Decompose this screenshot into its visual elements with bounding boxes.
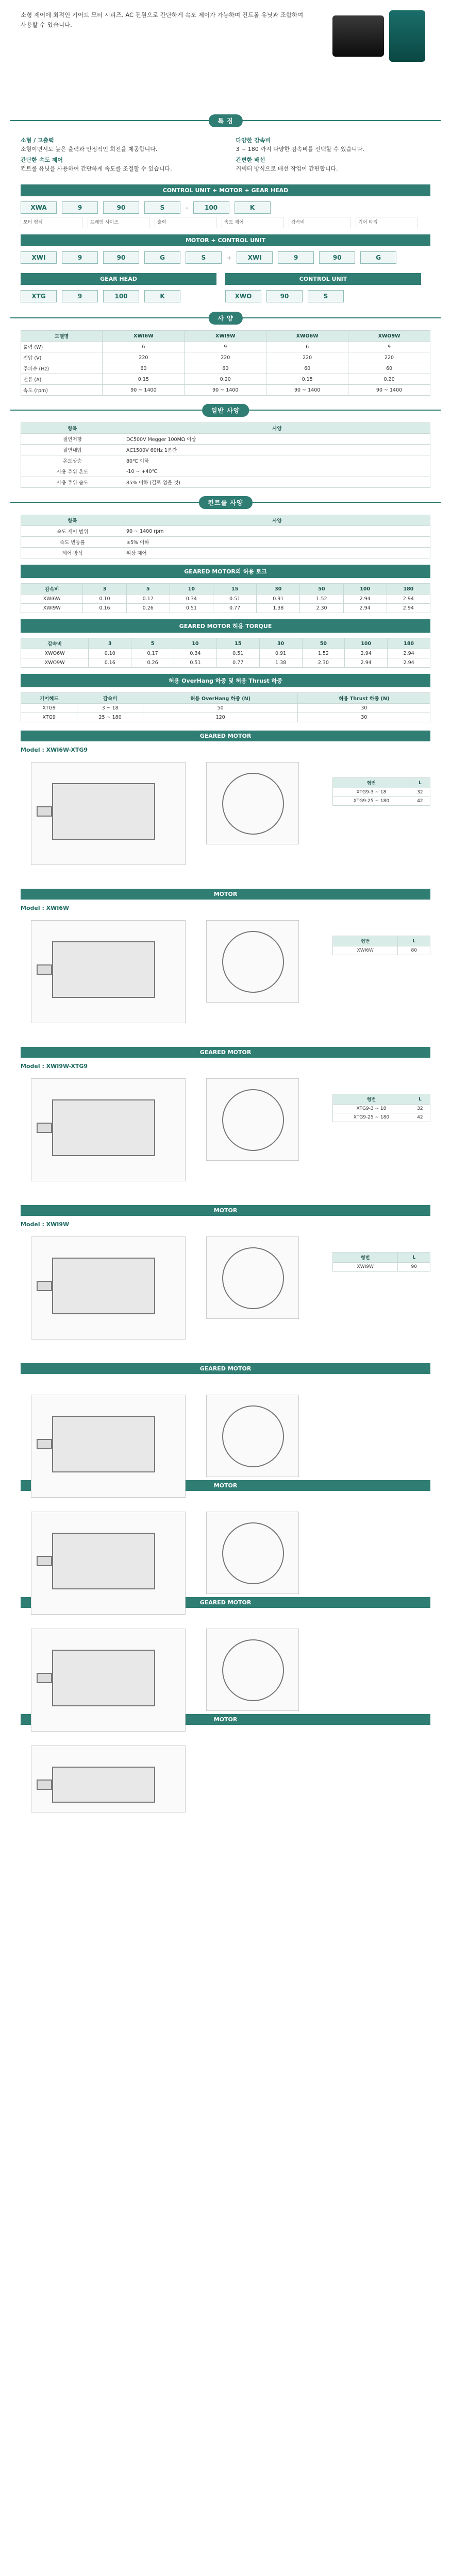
- dim-model-label: Model : XWI6W-XTG9: [21, 747, 88, 754]
- table-row: XTG9 3 ~ 18 50 30: [21, 704, 430, 713]
- legend-cell: 모터 형식: [21, 217, 82, 228]
- dim-model-label: Model : XWI9W: [21, 1221, 70, 1228]
- table-row: XWI6W 0.10 0.17 0.34 0.51 0.91 1.52 2.94 2.94: [21, 595, 430, 604]
- dim-side-view: [206, 1629, 299, 1711]
- table-row: 제어 방식 위상 제어: [21, 548, 430, 558]
- section-label: 일반 사양: [202, 404, 249, 417]
- legend-cell: 기어 타입: [356, 217, 417, 228]
- feature-title: 간편한 배선: [236, 157, 265, 164]
- dim-model-label: Model : XWI9W-XTG9: [21, 1063, 88, 1070]
- table-row: 사용 주위 습도 85% 이하 (결로 없을 것): [21, 477, 430, 488]
- feature-title: 간단한 속도 제어: [21, 157, 63, 164]
- code-title-gear: GEAR HEAD: [21, 273, 216, 285]
- intro: [0, 0, 451, 108]
- dimension-block: [21, 1613, 430, 1706]
- table-row: 절연저항 DC500V Megger 100MΩ 이상: [21, 434, 430, 445]
- model-code-row: [0, 290, 225, 302]
- dim-side-view: [206, 1395, 299, 1477]
- feature-text: 커넥터 방식으로 배선 작업이 간편합니다.: [236, 165, 338, 173]
- dim-title-geared-motor-d: GEARED MOTOR: [21, 1597, 430, 1608]
- section-heading-features: [0, 111, 451, 130]
- table-row: XTG9 25 ~ 180 120 30: [21, 713, 430, 722]
- table-header: 항목: [21, 423, 124, 434]
- code-box: XTG: [21, 290, 57, 302]
- table-row: 출력 (W) 6 9 6 9: [21, 342, 430, 352]
- dimension-block: [21, 905, 430, 1039]
- code-box: S: [186, 251, 222, 264]
- dimension-block: [21, 1730, 430, 1812]
- dim-drawing: [31, 762, 186, 865]
- dim-mini-table: 형번 L XWI9W 90: [332, 1252, 430, 1272]
- code-box: G: [144, 251, 180, 264]
- general-table: [21, 422, 430, 488]
- table-row: XWI9W 0.16 0.26 0.51 0.77 1.38 2.30 2.94 2.94: [21, 604, 430, 613]
- code-box: 9: [278, 251, 314, 264]
- dim-side-view: [206, 1512, 299, 1594]
- dimension-block: [21, 747, 430, 880]
- code-box: 100: [103, 290, 139, 302]
- code-box: XWI: [237, 251, 273, 264]
- control-table: [21, 515, 430, 558]
- dim-drawing: [31, 920, 186, 1023]
- section-heading-control: [0, 493, 451, 512]
- dim-title-motor-b: MOTOR: [21, 1205, 430, 1216]
- feature-item: [21, 136, 215, 154]
- table-row: 속도 변동률 ±5% 이하: [21, 537, 430, 548]
- spec-table: [21, 330, 430, 396]
- dim-title-geared-motor-b: GEARED MOTOR: [21, 1047, 430, 1058]
- dimension-block: [21, 1379, 430, 1472]
- dim-mini-table: 형번 L XTG9-3 ~ 18 32 XTG9-25 ~ 180 42: [332, 1094, 430, 1122]
- code-box: 90: [103, 251, 139, 264]
- torque-table: 감속비 3 5 10 15 30 50 100 180 XWO6W 0.10 0.17 0.34 0.51 0.91 1.52 2.94 2.94 XWO9W 0.16 0.26 0.51 0.77 1.38 2.30 2.94 2.94: [21, 638, 430, 668]
- code-title-control-unit: CONTROL UNIT: [225, 273, 421, 285]
- table-row: 주파수 (Hz) 60 60 60 60: [21, 363, 430, 374]
- table-header: XWI9W: [185, 331, 266, 342]
- features-left: [21, 136, 215, 175]
- model-code-row: [0, 251, 451, 264]
- overhung-table: 기어헤드 감속비 허용 OverHang 하중 (N) 허용 Thrust 하중 (N) XTG9 3 ~ 18 50 30 XTG9 25 ~ 180 120 30: [21, 692, 430, 722]
- table-row: 온도상승 80℃ 이하: [21, 455, 430, 466]
- section-label: 특 징: [208, 114, 242, 127]
- dim-drawing: [31, 1236, 186, 1340]
- table-header: XWI6W: [103, 331, 185, 342]
- feature-item: [21, 156, 215, 173]
- code-dash: +: [227, 254, 232, 261]
- dimension-block: [21, 1221, 430, 1355]
- table-row: XWO9W 0.16 0.26 0.51 0.77 1.38 2.30 2.94 2.94: [21, 658, 430, 668]
- table-row: 속도 제어 범위 90 ~ 1400 rpm: [21, 526, 430, 537]
- code-box: 9: [62, 290, 98, 302]
- section-heading-specs: [0, 309, 451, 327]
- table-row: XWO6W 0.10 0.17 0.34 0.51 0.91 1.52 2.94 2.94: [21, 649, 430, 658]
- table-header: 항목: [21, 515, 124, 526]
- product-image: [332, 10, 430, 77]
- dim-mini-table: 형번 L XTG9-3 ~ 18 32 XTG9-25 ~ 180 42: [332, 777, 430, 806]
- dim-drawing: [31, 1078, 186, 1181]
- feature-text: 3 ~ 180 까지 다양한 감속비를 선택할 수 있습니다.: [236, 146, 364, 153]
- dim-title-motor-a: MOTOR: [21, 889, 430, 900]
- code-box: XWO: [225, 290, 261, 302]
- speed-table: 감속비 3 5 10 15 30 50 100 180 XWI6W 0.10 0.17 0.34 0.51 0.91 1.52 2.94 2.94 XWI9W 0.16 0.26 0.51 0.77 1.38 2.30 2.94 2.94: [21, 583, 430, 613]
- dim-side-view: [206, 762, 299, 844]
- model-code-row: [225, 290, 450, 302]
- features: [0, 133, 451, 178]
- dim-drawing: [31, 1745, 186, 1812]
- dim-side-view: [206, 920, 299, 1003]
- torque-title: GEARED MOTOR 허용 TORQUE: [21, 619, 430, 633]
- table-row: 절연내압 AC1500V 60Hz 1분간: [21, 445, 430, 455]
- feature-title: 다양한 감속비: [236, 137, 271, 144]
- table-header: 모델명: [21, 331, 103, 342]
- code-box: 9: [62, 251, 98, 264]
- code-title-motor-control: MOTOR + CONTROL UNIT: [21, 234, 430, 246]
- legend-cell: 출력: [155, 217, 216, 228]
- table-header: XWO6W: [266, 331, 348, 342]
- code-box: XWA: [21, 201, 57, 214]
- features-right: [236, 136, 431, 175]
- code-box: 9: [62, 201, 98, 214]
- dimension-block: [21, 1063, 430, 1197]
- dim-title-motor-c: MOTOR: [21, 1480, 430, 1491]
- code-box: S: [144, 201, 180, 214]
- legend-cell: 속도 제어: [222, 217, 283, 228]
- dim-model-label: Model : XWI6W: [21, 905, 70, 912]
- feature-text: 소형이면서도 높은 출력과 안정적인 회전을 제공합니다.: [21, 146, 158, 153]
- dim-mini-table: 형번 L XWI6W 80: [332, 936, 430, 955]
- code-box: K: [144, 290, 180, 302]
- code-title-control: CONTROL UNIT + MOTOR + GEAR HEAD: [21, 184, 430, 196]
- section-label: 사 양: [208, 312, 242, 325]
- table-row: 전압 (V) 220 220 220 220: [21, 352, 430, 363]
- table-header: 사양: [124, 423, 430, 434]
- intro-lead: 소형 제어에 최적인 기어드 모터 시리즈. AC 전원으로 간단하게 속도 제어가 가능하며 컨트롤 유닛과 조합하여 사용할 수 있습니다.: [21, 11, 304, 28]
- dim-title-geared-motor-a: GEARED MOTOR: [21, 731, 430, 741]
- code-box: 90: [266, 290, 303, 302]
- legend-cell: 프레임 사이즈: [88, 217, 149, 228]
- code-box: 90: [319, 251, 355, 264]
- table-row: 전류 (A) 0.15 0.20 0.15 0.20: [21, 374, 430, 385]
- speed-title: GEARED MOTOR의 허용 토크: [21, 565, 430, 578]
- dim-title-motor-d: MOTOR: [21, 1714, 430, 1725]
- code-box: S: [308, 290, 344, 302]
- table-header: XWO9W: [348, 331, 430, 342]
- feature-title: 소형 / 고출력: [21, 137, 54, 144]
- feature-text: 컨트롤 유닛을 사용하여 간단하게 속도를 조절할 수 있습니다.: [21, 165, 172, 173]
- feature-item: [236, 136, 431, 154]
- table-header: 사양: [124, 515, 430, 526]
- table-row: 속도 (rpm) 90 ~ 1400 90 ~ 1400 90 ~ 1400 90 ~ 1400: [21, 385, 430, 396]
- code-box: 100: [193, 201, 229, 214]
- dim-title-geared-motor-c: GEARED MOTOR: [21, 1363, 430, 1374]
- code-box: G: [360, 251, 396, 264]
- section-heading-general: [0, 401, 451, 419]
- code-box: 90: [103, 201, 139, 214]
- overhung-title: 허용 OverHang 하중 및 허용 Thrust 하중: [21, 674, 430, 687]
- dim-drawing: [31, 1512, 186, 1615]
- section-label: 컨트롤 사양: [198, 496, 252, 509]
- dim-side-view: [206, 1078, 299, 1161]
- table-row: 사용 주위 온도 -10 ~ +40℃: [21, 466, 430, 477]
- feature-item: [236, 156, 431, 173]
- motor-image: [332, 15, 384, 57]
- code-box: XWI: [21, 251, 57, 264]
- legend-cell: 감속비: [289, 217, 350, 228]
- model-code-row: [0, 201, 451, 214]
- code-box: K: [235, 201, 271, 214]
- legend-grid: [0, 217, 451, 228]
- dim-side-view: [206, 1236, 299, 1319]
- code-dash: -: [186, 204, 188, 211]
- dimension-block: [21, 1496, 430, 1589]
- control-unit-image: [389, 10, 425, 62]
- dim-drawing: [31, 1395, 186, 1498]
- dim-drawing: [31, 1629, 186, 1732]
